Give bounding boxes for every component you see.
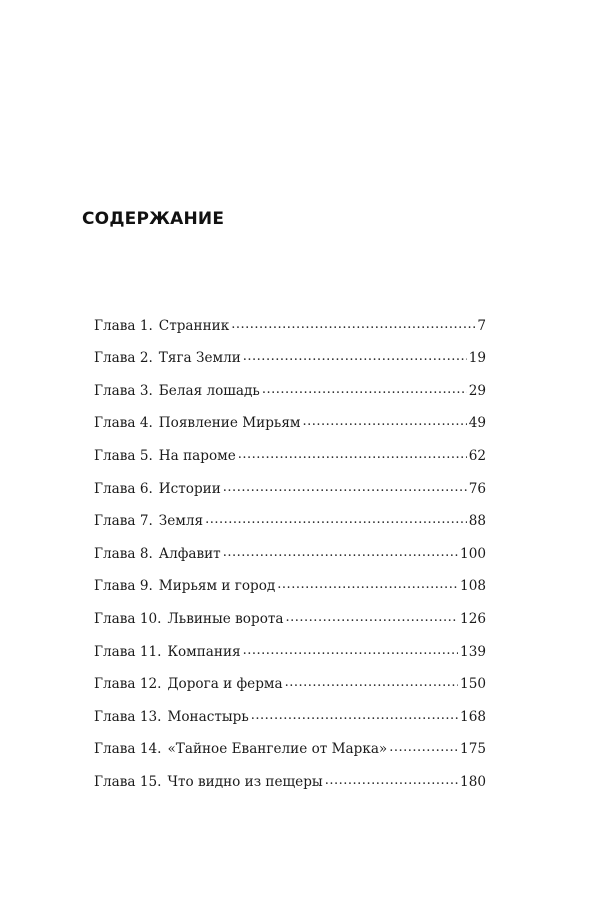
toc-chapter-number: Глава 2. [94, 350, 153, 367]
toc-chapter-title: «Тайное Евангелие от Марка» [167, 741, 388, 758]
toc-entry [94, 642, 486, 675]
dot-leader [286, 609, 459, 623]
dot-leader [325, 772, 458, 786]
toc-chapter-title: Мирьям и город [158, 578, 276, 595]
toc-page-number: 100 [460, 545, 486, 562]
toc-chapter-title: Тяга Земли [158, 350, 241, 367]
toc-page-number: 62 [468, 447, 486, 464]
dot-leader [302, 414, 466, 428]
dot-leader [262, 381, 467, 395]
toc-page-number: 168 [460, 708, 486, 725]
toc-chapter-title: На пароме [158, 447, 236, 464]
toc-chapter-title: Странник [158, 317, 230, 334]
toc-page-number: 29 [468, 382, 486, 399]
toc-chapter-number: Глава 1. [94, 317, 153, 334]
toc-entry [94, 414, 486, 447]
toc-entry [94, 316, 486, 349]
toc-chapter-title: Что видно из пещеры [167, 773, 323, 790]
toc-chapter-number: Глава 8. [94, 545, 153, 562]
toc-chapter-number: Глава 15. [94, 773, 162, 790]
dot-leader [205, 512, 467, 526]
toc-entry [94, 381, 486, 414]
toc-page-number: 139 [460, 643, 486, 660]
toc-entry [94, 446, 486, 479]
dot-leader [243, 349, 467, 363]
toc-chapter-title: Появление Мирьям [158, 415, 301, 432]
toc-entry [94, 512, 486, 545]
table-of-contents [94, 316, 486, 805]
toc-page-number: 175 [460, 741, 486, 758]
toc-page-number: 88 [468, 513, 486, 530]
dot-leader [238, 446, 467, 460]
toc-chapter-title: Истории [158, 480, 221, 497]
dot-leader [277, 577, 458, 591]
dot-leader [223, 544, 458, 558]
toc-chapter-number: Глава 11. [94, 643, 162, 660]
toc-page-number: 126 [460, 610, 486, 627]
toc-chapter-number: Глава 5. [94, 447, 153, 464]
toc-chapter-number: Глава 9. [94, 578, 153, 595]
dot-leader [389, 740, 458, 754]
toc-entry [94, 609, 486, 642]
toc-entry [94, 577, 486, 610]
dot-leader [223, 479, 467, 493]
toc-chapter-title: Алфавит [158, 545, 221, 562]
toc-chapter-title: Львиные ворота [167, 610, 284, 627]
toc-chapter-number: Глава 10. [94, 610, 162, 627]
dot-leader [285, 675, 458, 689]
dot-leader [251, 707, 458, 721]
toc-entry [94, 349, 486, 382]
toc-chapter-title: Компания [167, 643, 241, 660]
toc-chapter-number: Глава 7. [94, 513, 153, 530]
toc-chapter-title: Белая лошадь [158, 382, 260, 399]
toc-entry [94, 675, 486, 708]
dot-leader [231, 316, 475, 330]
toc-entry [94, 707, 486, 740]
toc-page-number: 108 [460, 578, 486, 595]
dot-leader [243, 642, 458, 656]
toc-page-number: 180 [460, 773, 486, 790]
toc-page-number: 7 [477, 317, 486, 334]
toc-chapter-number: Глава 12. [94, 676, 162, 693]
toc-page-number: 76 [468, 480, 486, 497]
toc-chapter-number: Глава 4. [94, 415, 153, 432]
page-title: СОДЕРЖАНИЕ [82, 209, 225, 229]
toc-page-number: 19 [468, 350, 486, 367]
toc-entry [94, 479, 486, 512]
toc-chapter-title: Земля [158, 513, 204, 530]
toc-chapter-number: Глава 6. [94, 480, 153, 497]
toc-chapter-number: Глава 14. [94, 741, 162, 758]
toc-chapter-title: Дорога и ферма [167, 676, 283, 693]
toc-chapter-title: Монастырь [167, 708, 249, 725]
toc-page-number: 49 [468, 415, 486, 432]
toc-chapter-number: Глава 3. [94, 382, 153, 399]
toc-page-number: 150 [460, 676, 486, 693]
toc-chapter-number: Глава 13. [94, 708, 162, 725]
toc-entry [94, 544, 486, 577]
toc-entry [94, 772, 486, 805]
toc-entry [94, 740, 486, 773]
